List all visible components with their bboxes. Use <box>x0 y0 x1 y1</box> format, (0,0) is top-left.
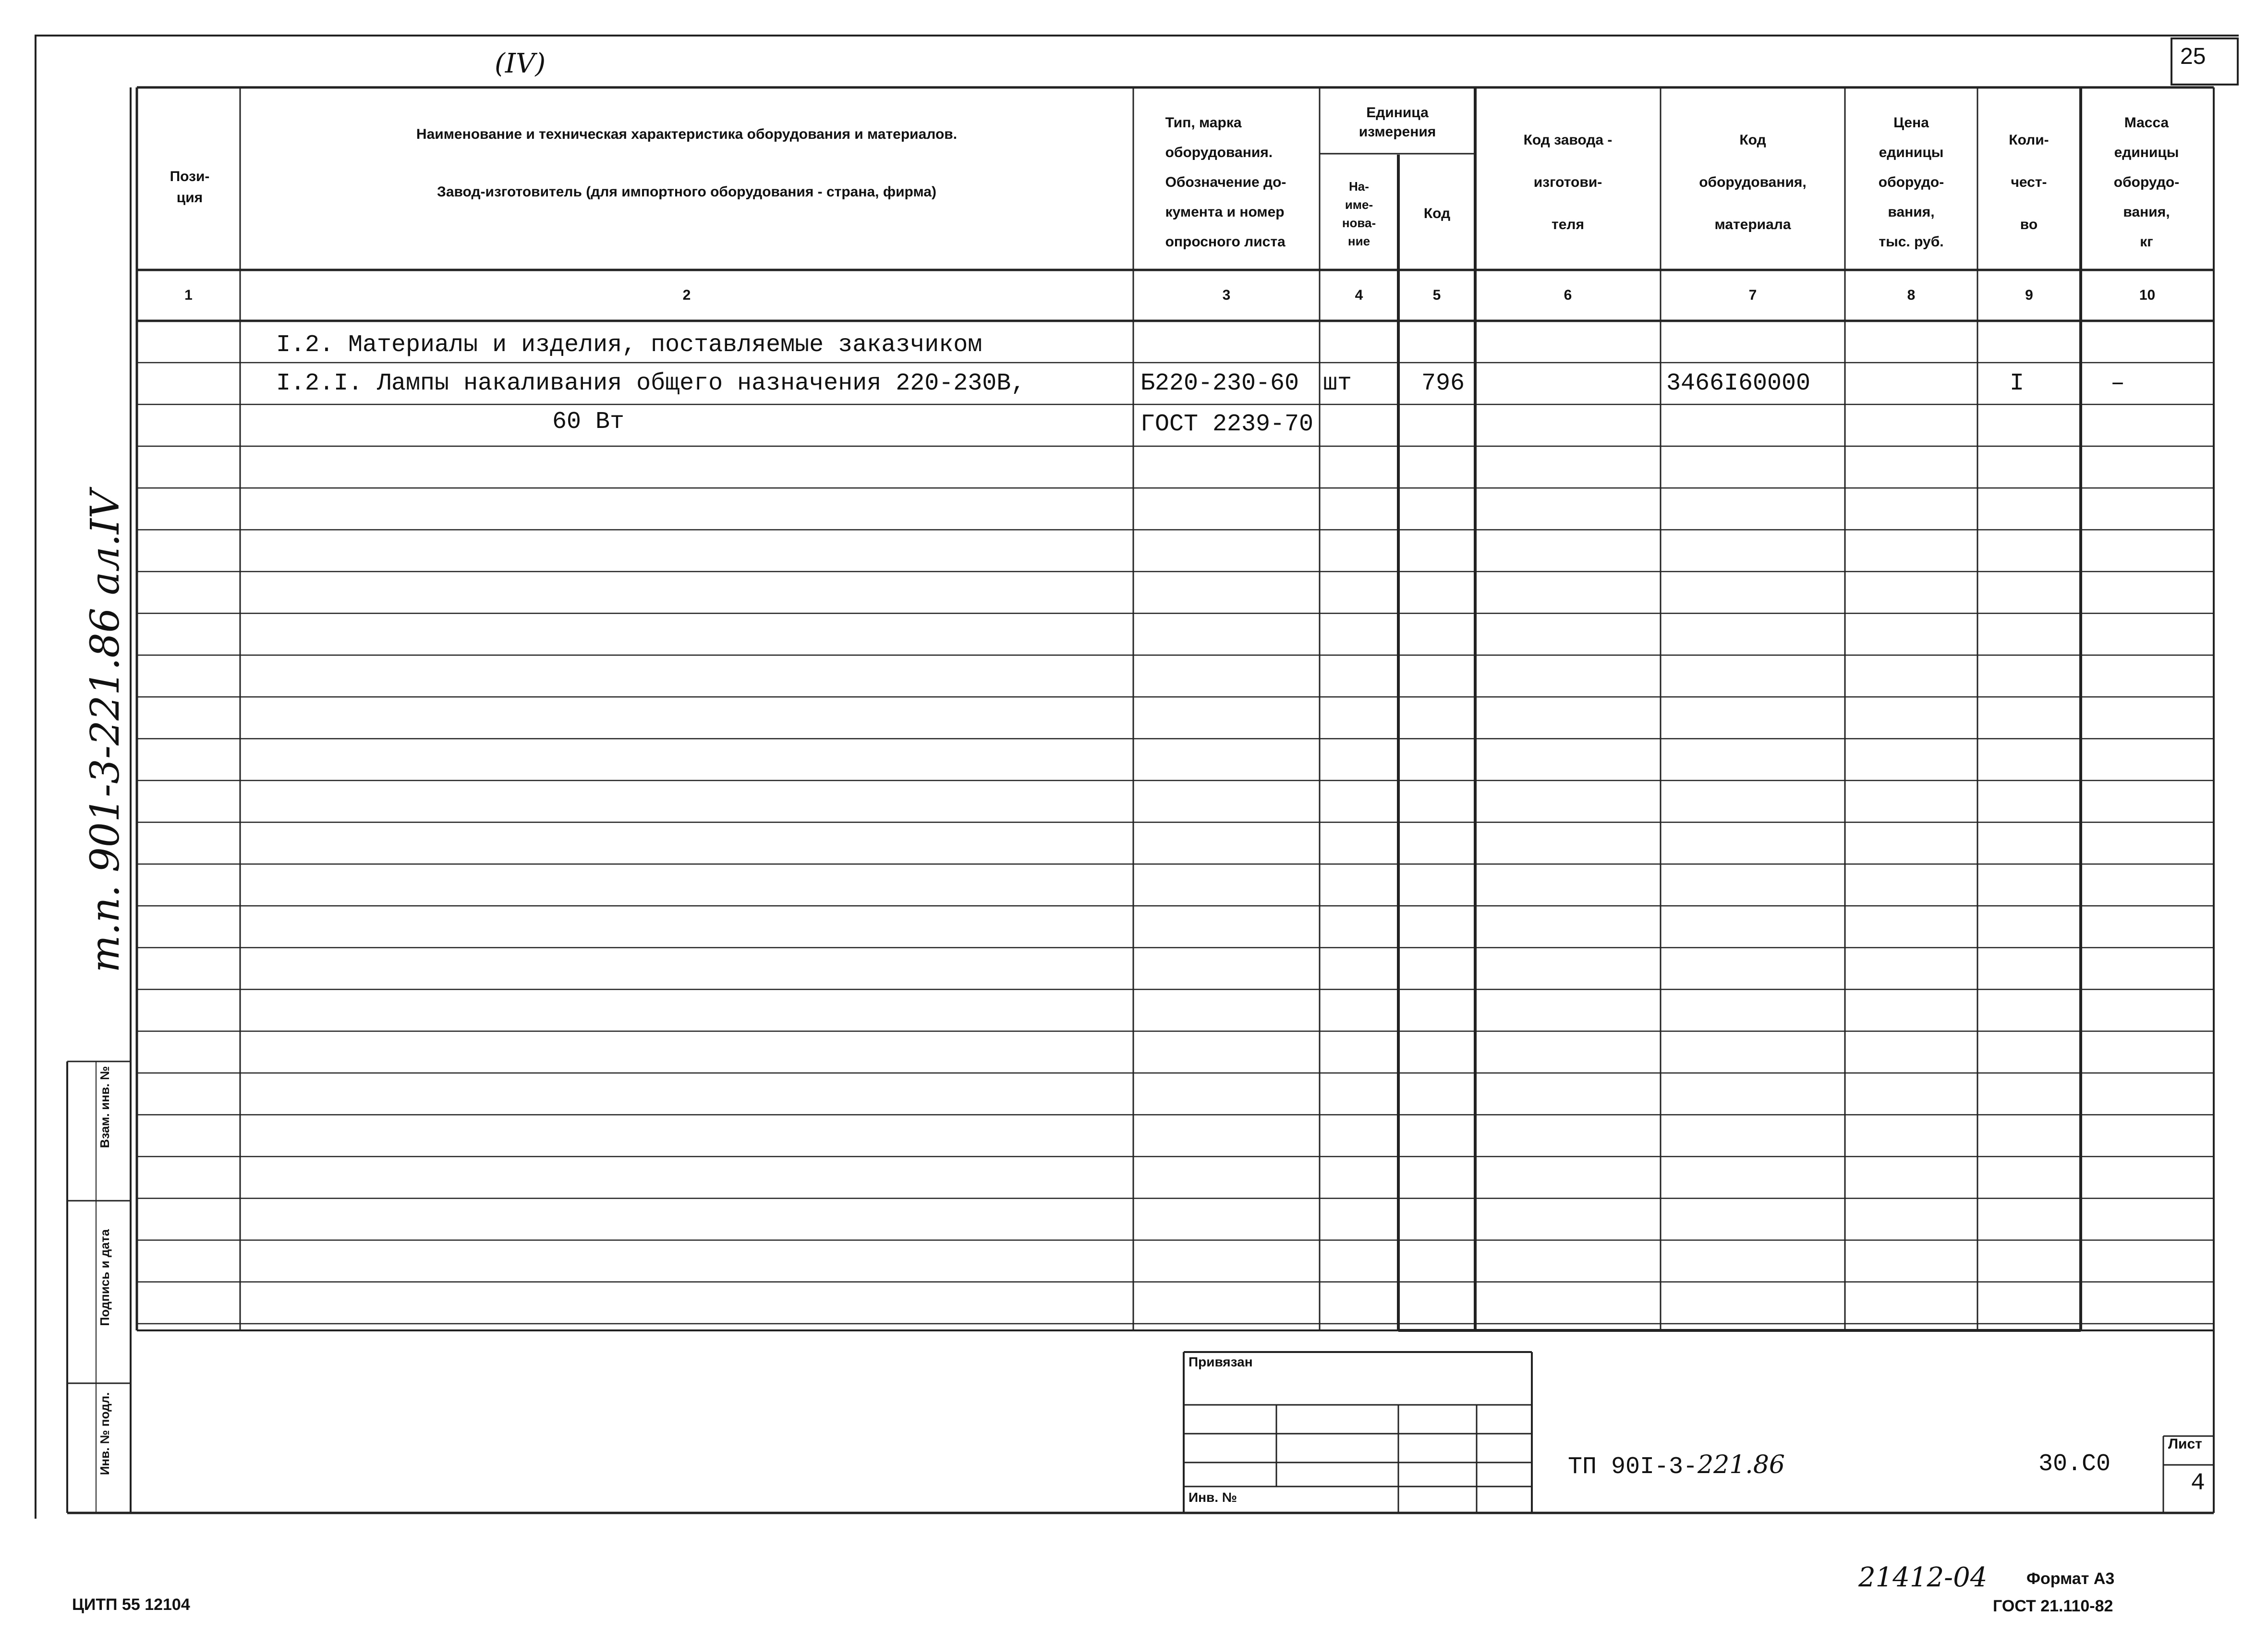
header-unit-name: На- име- нова- ние <box>1342 179 1376 248</box>
side-label-podpis: Подпись и дата <box>97 1229 112 1326</box>
row-item-type: Б220-230-60 <box>1140 370 1299 397</box>
side-handwritten-designation: т.п. 901-3-221.86 ал.IV <box>83 490 128 973</box>
footer-gost: ГОСТ 21.110-82 <box>1993 1597 2113 1615</box>
column-number: 8 <box>1907 287 1916 303</box>
header-unit-code: Код <box>1423 206 1451 221</box>
column-number: 2 <box>682 287 691 303</box>
row-item-gost: ГОСТ 2239-70 <box>1140 411 1314 438</box>
header-unit-group: Единица измерения <box>1358 105 1436 140</box>
side-label-vzam: Взам. инв. № <box>97 1066 112 1148</box>
column-number: 4 <box>1355 287 1363 303</box>
title-doc-code: ТП 90I-3-221.86 <box>1568 1450 1785 1481</box>
column-number: 6 <box>1564 287 1572 303</box>
title-privyazan: Привязан <box>1189 1354 1253 1369</box>
header-equipment-code: Код оборудования, материала <box>1699 132 1807 232</box>
header-type: Тип, марка оборудования. Обозначение до- кумента и номер опросного листа <box>1165 115 1286 250</box>
column-number: 9 <box>2025 287 2033 303</box>
column-number: 5 <box>1432 287 1441 303</box>
row-item-mass: – <box>2110 370 2125 397</box>
variant-mark: (IV) <box>495 48 546 79</box>
header-mass: Масса единицы оборудо- вания, кг <box>2113 115 2180 250</box>
row-item-unit-code: 796 <box>1421 370 1465 397</box>
footer-handwritten-number: 21412-04 <box>1858 1562 1988 1593</box>
title-sheet-number: 4 <box>2191 1470 2206 1497</box>
header-name: Наименование и техническая характеристика оборудования и материалов. <box>416 126 958 142</box>
column-number: 10 <box>2139 287 2156 303</box>
header-price: Цена единицы оборудо- вания, тыс. руб. <box>1878 115 1944 250</box>
title-section: 30.С0 <box>2038 1450 2111 1478</box>
header-position: Пози- ция <box>170 169 210 206</box>
column-number: 3 <box>1222 287 1231 303</box>
title-inv-no: Инв. № <box>1189 1490 1237 1505</box>
footer-publisher: ЦИТП 55 12104 <box>72 1596 190 1614</box>
column-number: 7 <box>1748 287 1757 303</box>
header-manufacturer-code: Код завода - изготови- теля <box>1523 132 1613 232</box>
side-label-inv: Инв. № подл. <box>97 1392 112 1475</box>
row-item-unit: шт <box>1323 370 1352 397</box>
header-quantity: Коли- чест- во <box>2009 132 2049 232</box>
row-section-title: I.2. Материалы и изделия, поставляемые заказчиком <box>276 331 982 359</box>
row-item-quantity: I <box>2010 370 2025 397</box>
row-item-name: I.2.I. Лампы накаливания общего назначения 220-230В, <box>276 370 1026 397</box>
row-item-name-cont: 60 Вт <box>552 408 625 436</box>
header-manufacturer: Завод-изготовитель (для импортного оборудования - страна, фирма) <box>437 184 936 200</box>
column-number: 1 <box>184 287 193 303</box>
title-sheet-label: Лист <box>2168 1436 2202 1452</box>
row-item-equipment-code: 3466I60000 <box>1666 370 1811 397</box>
footer-format: Формат А3 <box>2026 1570 2115 1588</box>
page-number: 25 <box>2180 44 2206 69</box>
